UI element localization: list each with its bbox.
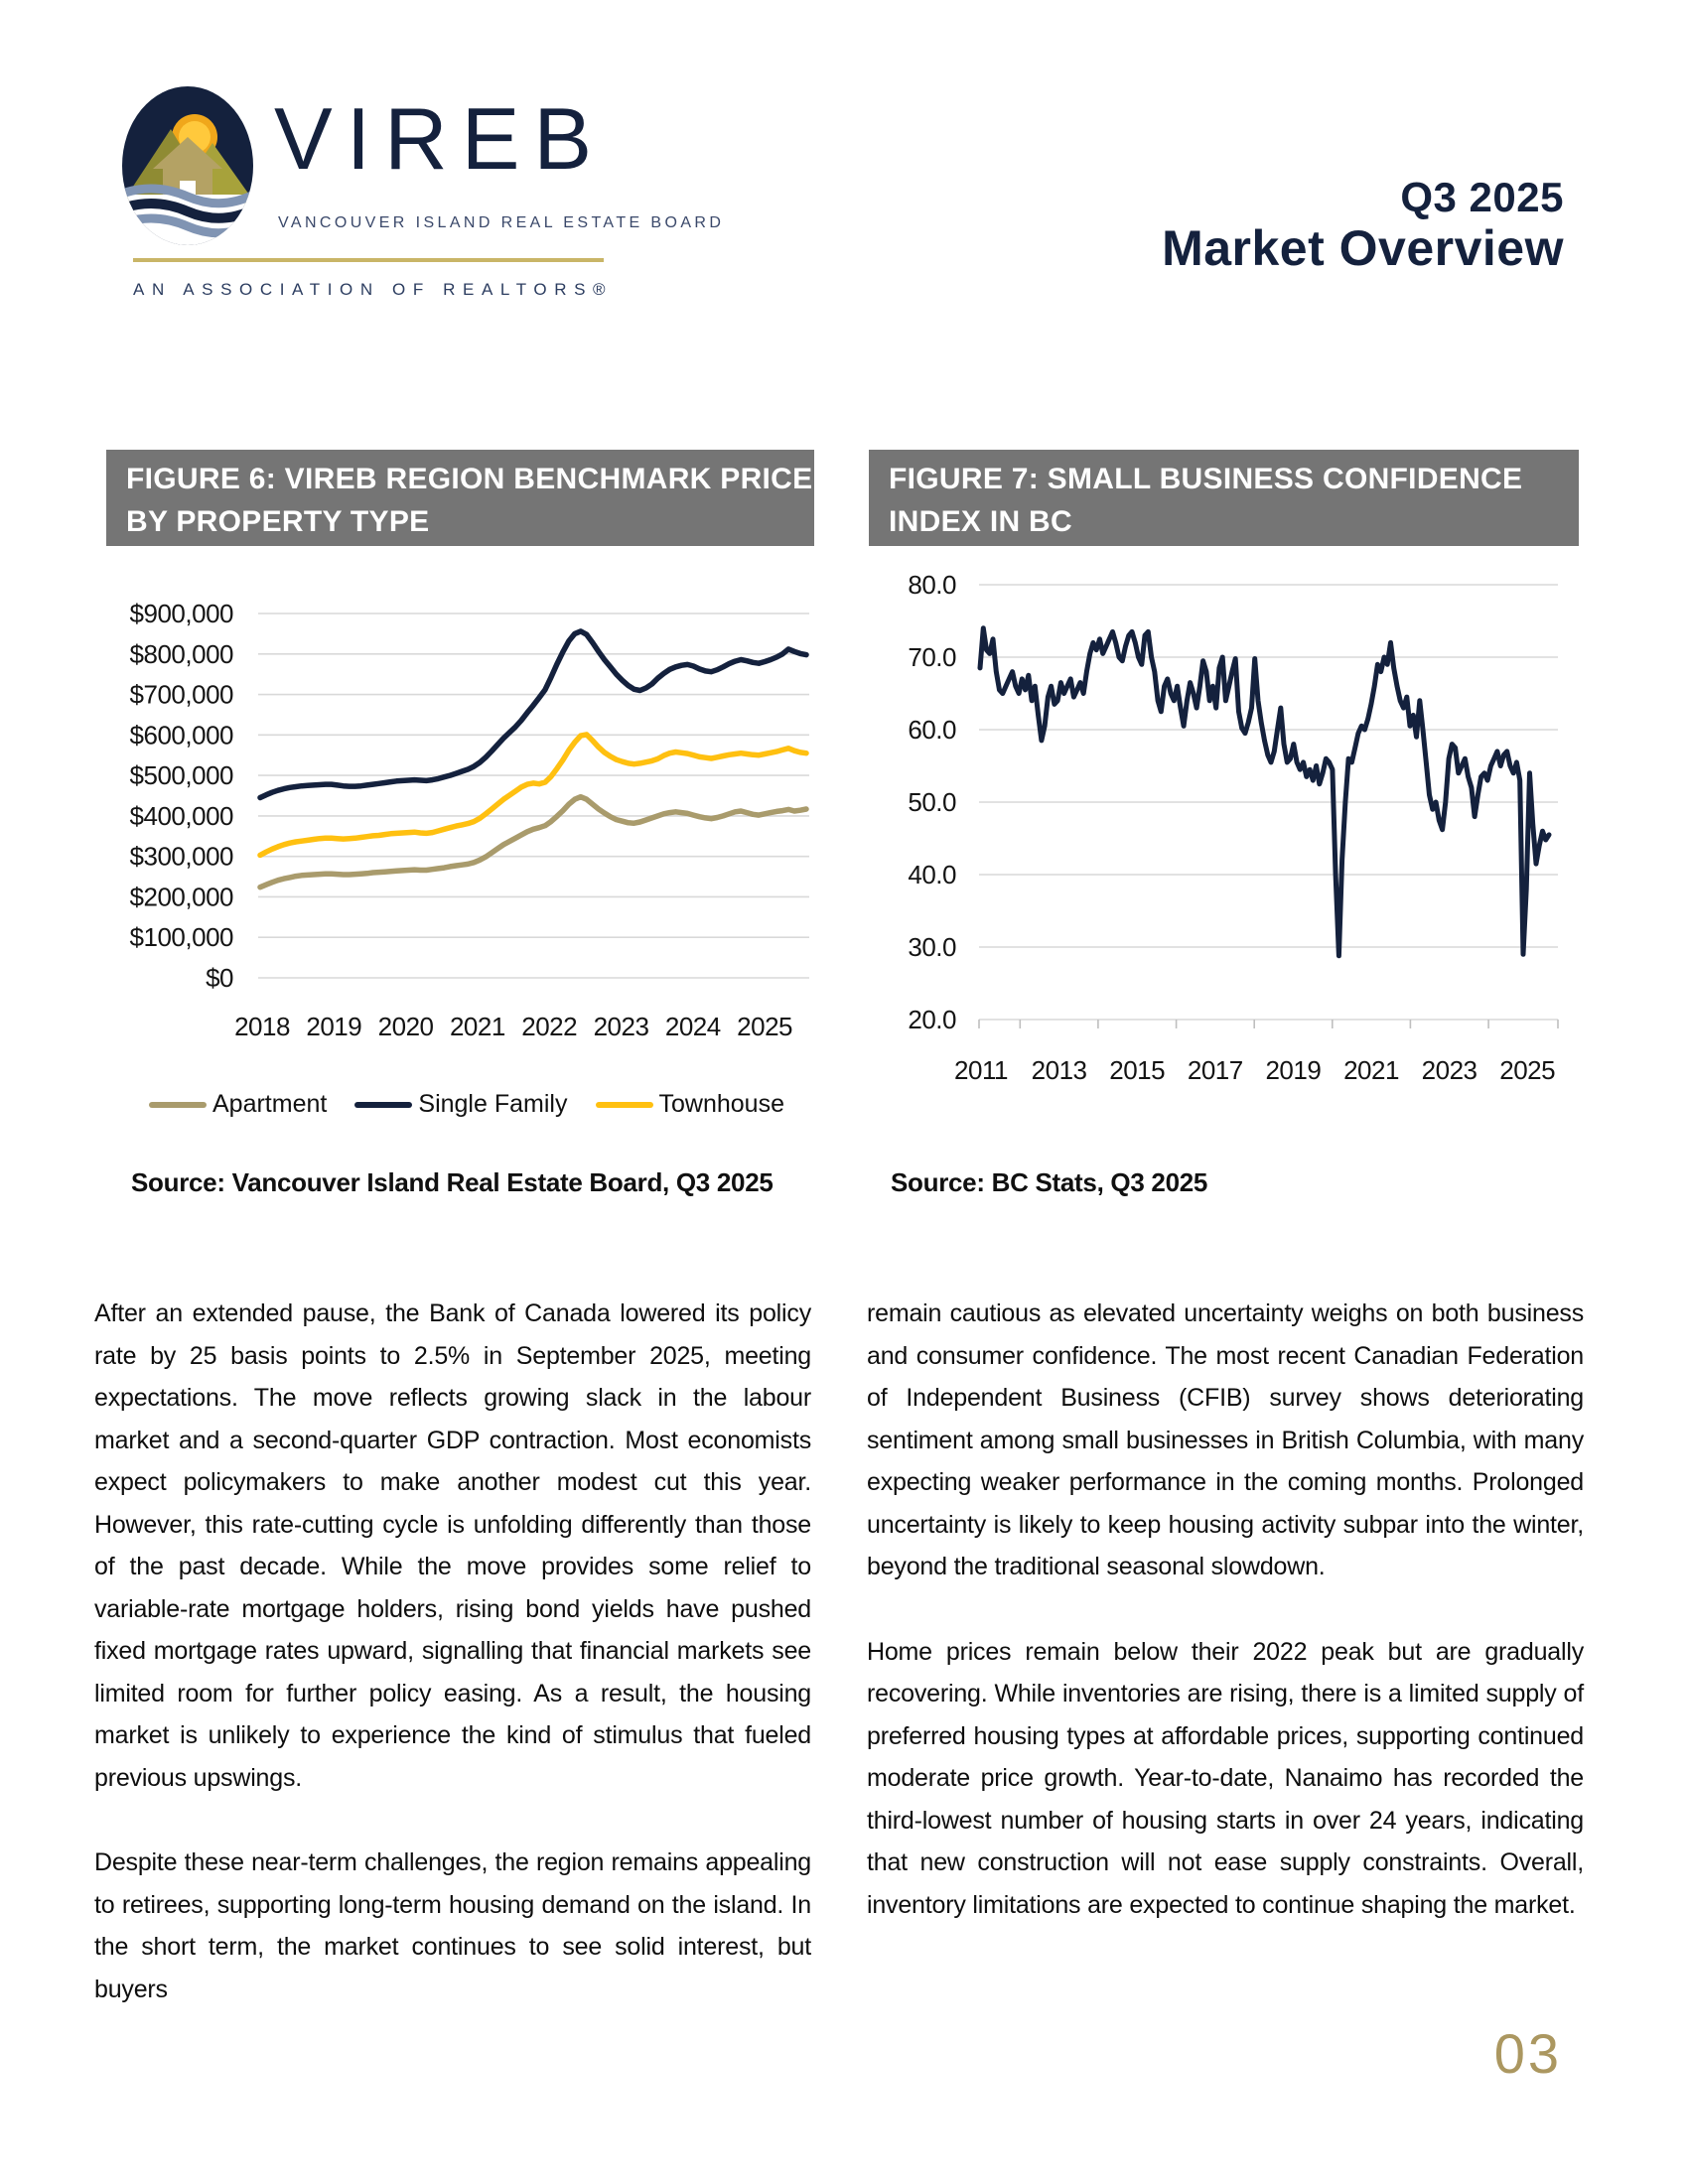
svg-text:$600,000: $600,000: [129, 720, 233, 751]
paragraph: Despite these near-term challenges, the region remains appealing to retirees, supporting long-term housing demand on the island. In the short term, the market continues to see solid interest, but buyers: [94, 1848, 811, 2003]
svg-text:2024: 2024: [664, 1012, 721, 1041]
logo-tagline: AN ASSOCIATION OF REALTORS®: [133, 280, 614, 299]
svg-text:2020: 2020: [377, 1012, 434, 1041]
logo-divider: [133, 258, 604, 262]
svg-text:2025: 2025: [737, 1012, 793, 1041]
svg-text:$800,000: $800,000: [129, 638, 233, 669]
svg-text:50.0: 50.0: [908, 787, 956, 817]
svg-text:2015: 2015: [1109, 1055, 1166, 1085]
svg-text:30.0: 30.0: [908, 932, 956, 962]
svg-text:80.0: 80.0: [908, 570, 956, 600]
legend-label: Townhouse: [658, 1090, 784, 1118]
single-family-line-swatch-icon: [354, 1102, 412, 1108]
logo-subtitle: VANCOUVER ISLAND REAL ESTATE BOARD: [278, 214, 725, 231]
svg-text:$100,000: $100,000: [129, 922, 233, 953]
doc-title-block: [1162, 175, 1564, 276]
legend-label: Single Family: [418, 1090, 568, 1118]
svg-text:2022: 2022: [521, 1012, 578, 1041]
townhouse-line-swatch-icon: [596, 1102, 653, 1108]
figure6-legend: [149, 1090, 784, 1119]
paragraph: remain cautious as elevated uncertainty weighs on both business and consumer confidence. The most recent Canadian Federation of Independent Business (CFIB) survey shows deteriorating sentiment among small businesses in British Columbia, with many expecting weaker performance in the coming months. Prolonged uncertainty is likely to keep housing activity subpar into the winter, beyond the traditional seasonal slowdown.: [867, 1299, 1584, 1580]
svg-text:$900,000: $900,000: [129, 599, 233, 628]
svg-text:$200,000: $200,000: [129, 882, 233, 912]
page-number: 03: [1493, 2022, 1562, 2085]
apartment-line-swatch-icon: [149, 1102, 207, 1108]
svg-text:2023: 2023: [593, 1012, 649, 1041]
paragraph: After an extended pause, the Bank of Canada lowered its policy rate by 25 basis points to 2.5% in September 2025, meeting expectations. The move reflects growing slack in the labour market and a second-quarter GDP contraction. Most economists expect policymakers to make another modest cut this year. However, this rate-cutting cycle is unfolding differently than those of the past decade. While the move provides some relief to variable-rate mortgage holders, rising bond yields have pushed fixed mortgage rates upward, signalling that financial markets see limited room for further policy easing. As a result, the housing market is unlikely to experience the kind of stimulus that fueled previous upswings.: [94, 1299, 811, 1792]
body-column-left: [94, 1293, 811, 2053]
page-title: Market Overview: [1162, 220, 1564, 276]
logo-brand: VIREB: [274, 89, 607, 188]
svg-text:$500,000: $500,000: [129, 760, 233, 791]
svg-text:40.0: 40.0: [908, 860, 956, 889]
svg-text:70.0: 70.0: [908, 642, 956, 672]
legend-item-single-family: [354, 1090, 567, 1119]
figure6-source: Source: Vancouver Island Real Estate Board, Q3 2025: [131, 1167, 774, 1197]
figure6-heading: FIGURE 6: VIREB REGION BENCHMARK PRICE BY PROPERTY TYPE: [106, 450, 814, 546]
svg-text:2023: 2023: [1421, 1055, 1477, 1085]
vireb-logo-icon: [119, 83, 256, 248]
confidence-index-chart: [869, 561, 1584, 1117]
benchmark-price-chart: [94, 561, 814, 1047]
svg-text:20.0: 20.0: [908, 1005, 956, 1034]
legend-item-townhouse: [596, 1090, 784, 1119]
svg-text:60.0: 60.0: [908, 715, 956, 745]
figure7-heading: FIGURE 7: SMALL BUSINESS CONFIDENCE INDEX IN BC: [869, 450, 1579, 546]
svg-text:2011: 2011: [954, 1055, 1008, 1085]
svg-text:$400,000: $400,000: [129, 800, 233, 831]
svg-text:2017: 2017: [1187, 1055, 1243, 1085]
svg-text:2013: 2013: [1031, 1055, 1087, 1085]
svg-text:$0: $0: [206, 963, 233, 993]
svg-text:2021: 2021: [449, 1012, 505, 1041]
edition-label: Q3 2025: [1400, 174, 1564, 220]
svg-text:2021: 2021: [1343, 1055, 1399, 1085]
svg-text:$300,000: $300,000: [129, 841, 233, 872]
svg-text:2019: 2019: [306, 1012, 362, 1041]
body-column-right: [867, 1293, 1584, 1969]
legend-label: Apartment: [212, 1090, 328, 1118]
legend-item-apartment: [149, 1090, 327, 1119]
paragraph: Home prices remain below their 2022 peak but are gradually recovering. While inventories are rising, there is a limited supply of preferred housing types at affordable prices, supporting continued moderate price growth. Year-to-date, Nanaimo has recorded the third-lowest number of housing starts in over 24 years, indicating that new construction will not ease supply constraints. Overall, inventory limitations are expected to continue shaping the market.: [867, 1637, 1584, 1919]
svg-text:$700,000: $700,000: [129, 679, 233, 710]
svg-text:2018: 2018: [234, 1012, 290, 1041]
figure7-source: Source: BC Stats, Q3 2025: [891, 1167, 1208, 1197]
svg-text:2025: 2025: [1499, 1055, 1556, 1085]
svg-text:2019: 2019: [1265, 1055, 1322, 1085]
